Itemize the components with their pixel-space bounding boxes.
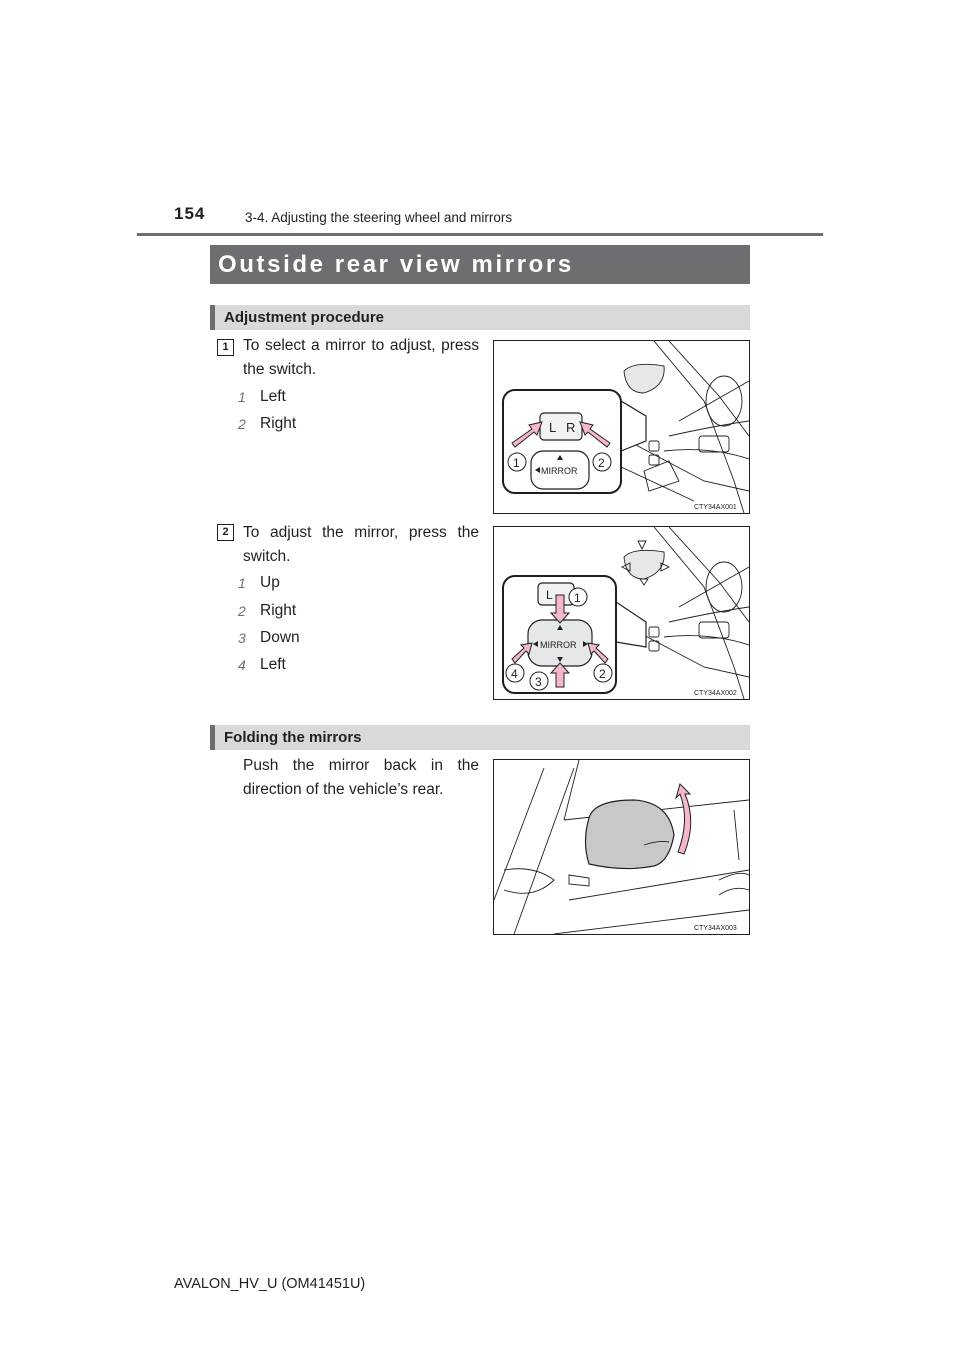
figure-mirror-fold-drawing (494, 760, 749, 934)
fig1-callout-2: 2 (598, 456, 605, 470)
footer-model-code: AVALON_HV_U (OM41451U) (174, 1276, 366, 1292)
page-number: 154 (174, 204, 206, 223)
step-2-item-3-label: Down (260, 629, 300, 646)
switch-letter-left: L (549, 420, 557, 435)
figure-code: CTY34AX001 (694, 504, 737, 511)
page-title: Outside rear view mirrors (210, 245, 750, 284)
figure-mirror-adjust-drawing (494, 527, 749, 699)
step-2-item-4-number: 4 (238, 657, 246, 673)
step-2-item-1-number: 1 (238, 575, 246, 591)
step-1-badge: 1 (217, 339, 234, 356)
fig2-callout-2: 2 (599, 667, 606, 681)
step-2-item-3-number: 3 (238, 630, 246, 646)
fig2-callout-3: 3 (535, 675, 542, 689)
step-2-item-4-label: Left (260, 656, 286, 673)
step-1-text: To select a mirror to adjust, press the switch. (243, 337, 479, 378)
figure-code-3: CTY34AX003 (694, 925, 737, 932)
step-2-item-2-label: Right (260, 602, 297, 619)
adjustment-heading: Adjustment procedure (210, 305, 750, 330)
folding-text: Push the mirror back in the direction of the vehicle’s rear. (243, 757, 479, 798)
switch-letter-left-2: L (546, 588, 553, 602)
step-2-badge: 2 (217, 524, 234, 541)
step-1-item-2-number: 2 (238, 416, 246, 432)
folding-heading: Folding the mirrors (210, 725, 750, 750)
figure-mirror-select (493, 340, 750, 514)
step-2-item-2-number: 2 (238, 603, 246, 619)
figure-code-2: CTY34AX002 (694, 690, 737, 697)
step-2-item-1-label: Up (260, 574, 280, 591)
fig1-callout-1: 1 (513, 456, 520, 470)
fig2-callout-4: 4 (511, 667, 518, 681)
figure-mirror-select-drawing (494, 341, 749, 513)
switch-letter-right: R (566, 420, 576, 435)
mirror-label: MIRROR (541, 466, 578, 476)
step-1-item-2-label: Right (260, 415, 297, 432)
header-rule (137, 233, 823, 236)
step-2-text: To adjust the mirror, press the switch. (243, 524, 479, 565)
step-1-item-1-label: Left (260, 388, 286, 405)
mirror-label-2: MIRROR (540, 640, 577, 650)
figure-mirror-fold (493, 759, 750, 935)
fig2-callout-1: 1 (574, 591, 581, 605)
step-1-item-1-number: 1 (238, 389, 246, 405)
section-header: 3-4. Adjusting the steering wheel and mirrors (245, 210, 513, 225)
figure-mirror-adjust (493, 526, 750, 700)
